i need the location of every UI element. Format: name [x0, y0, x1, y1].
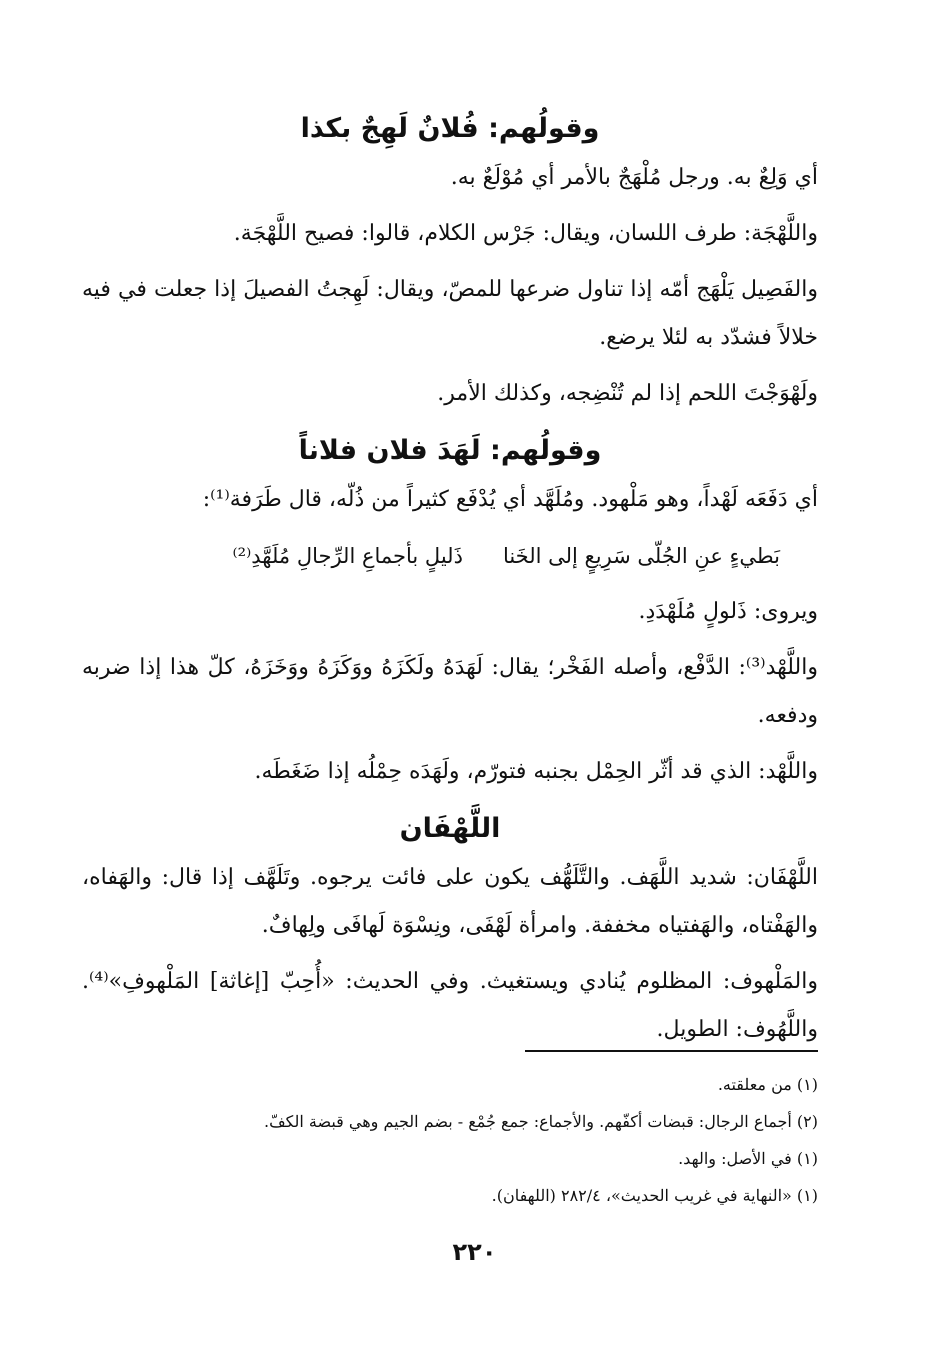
paragraph: واللَّهْجَة: طرف اللسان، ويقال: جَرْس الكلام، قالوا: فصيح اللَّهْجَة.: [233, 221, 818, 246]
paragraph: واللَّهْد⁽³⁾: الدَّفْع، وأصله الفَخْر؛ يقال: لَهَدَهُ ولَكَزَهُ ووَكَزَهُ ووَخَزَهُ، كلّ هذا إذا ضربه ودفعه.: [82, 655, 818, 728]
footnote-divider: [525, 1050, 818, 1052]
verse-second-hemistich: ذَليلٍ بأجماعِ الرِّجالِ مُلَهَّدِ⁽²⁾: [232, 544, 463, 568]
section-heading-lahfan: اللَّهْفَان: [399, 813, 501, 844]
poetry-verse: [82, 532, 818, 580]
footnote: (١) «النهاية في غريب الحديث»، ٢٨٢/٤ (اللهفان).: [491, 1186, 818, 1205]
paragraph: أي وَلِعٌ به. ورجل مُلْهَجٌ بالأمر أي مُوْلَعٌ به.: [450, 165, 818, 190]
paragraph-intro: أي دَفَعَه لَهْداً، وهو مَلْهود. ومُلَهَّد أي يُدْفَع كثيراً من ذُلّه، قال طَرَفة⁽¹⁾:: [202, 487, 818, 512]
footnotes: [82, 1066, 818, 1214]
paragraph: اللَّهْفَان: شديد اللَّهَف. والتَّلَهُّف يكون على فائت يرجوه. وتَلَهَّف إذا قال: والهَفاه، والهَفْتاه، والهَفتياه مخففة. وامرأة لَهْفَى، ونِسْوَة لَهافَى ولِهافٌ.: [82, 865, 818, 938]
paragraph: والفَصِيل يَلْهَج أمّه إذا تناول ضرعها للمصّ، ويقال: لَهِجتُ الفصيلَ إذا جعلت في فيه خلالاً فشدّد به لئلا يرضع.: [82, 277, 818, 350]
paragraph: ويروى: ذَلولٍ مُلَهْدَدِ.: [638, 599, 818, 624]
page-number: ٢٢٠: [452, 1238, 497, 1266]
paragraph: واللَّهْد: الذي قد أثّر الحِمْل بجنبه فتورّم، ولَهَدَه حِمْلُه إذا ضَغَطَه.: [254, 759, 818, 784]
footnote: (١) في الأصل: والهد.: [678, 1149, 818, 1168]
main-text: [82, 104, 818, 1062]
paragraph: ولَهْوَجْتَ اللحم إذا لم تُنْضِجه، وكذلك الأمر.: [437, 381, 818, 406]
section-heading-lahad: وقولُهم: لَهَدَ فلان فلاناً: [298, 435, 602, 466]
footnote: (٢) أجماع الرجال: قبضات أكفّهم. والأجماع: جمع جُمْع - بضم الجيم وهي قبضة الكفّ.: [264, 1112, 818, 1131]
verse-first-hemistich: بَطيءٍ عنِ الجُلّى سَرِيعٍ إلى الخَنا: [502, 544, 780, 568]
section-heading-lahij: وقولُهم: فُلانٌ لَهِجٌ بكذا: [300, 113, 600, 144]
footnote: (١) من معلقته.: [717, 1075, 818, 1094]
paragraph: والمَلْهوف: المظلوم يُنادي ويستغيث. وفي الحديث: «أُحِبّ [إغاثة] المَلْهوفِ»⁽⁴⁾. واللَّهُوف: الطويل.: [82, 969, 818, 1042]
